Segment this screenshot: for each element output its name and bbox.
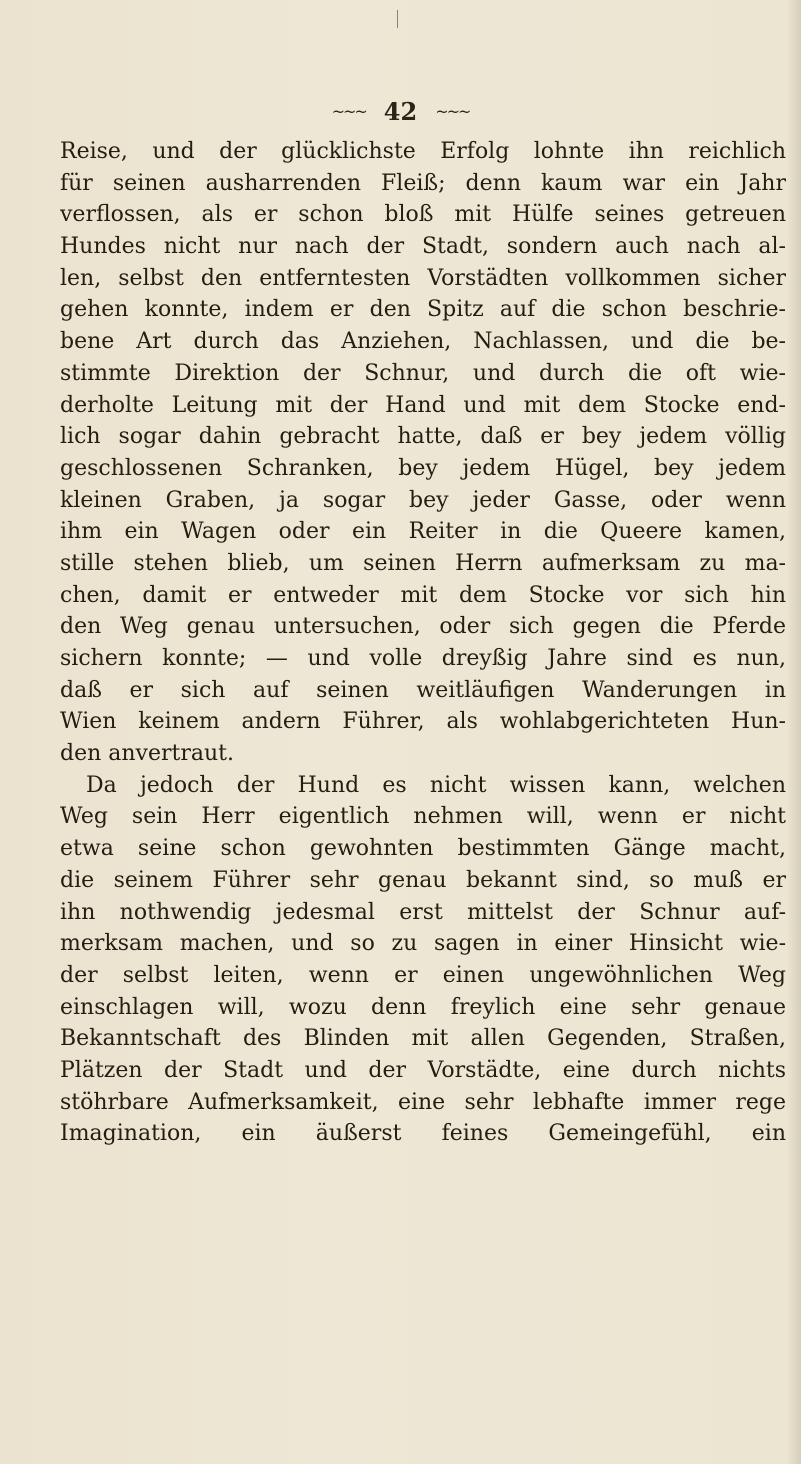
text-line: die seinem Führer sehr genau bekannt sind, so muß er xyxy=(60,867,786,893)
text-line: Plätzen der Stadt und der Vorstädte, eine durch nichts xyxy=(60,1057,786,1083)
text-line: gehen konnte, indem er den Spitz auf die schon beschrie- xyxy=(60,297,786,323)
text-line: der selbst leiten, wenn er einen ungewöhnlichen Weg xyxy=(60,962,786,988)
text-line: kleinen Graben, ja sogar bey jeder Gasse, oder wenn xyxy=(60,487,786,513)
text-line: Weg sein Herr eigentlich nehmen will, wenn er nicht xyxy=(60,804,786,830)
header-ornament-right: ~~~ xyxy=(435,101,470,121)
body-text xyxy=(60,136,786,1150)
text-line: den Weg genau untersuchen, oder sich gegen die Pferde xyxy=(60,614,786,640)
text-line: Hundes nicht nur nach der Stadt, sondern auch nach al- xyxy=(60,234,786,260)
text-line: etwa seine schon gewohnten bestimmten Gänge macht, xyxy=(60,836,786,862)
text-line: ihn nothwendig jedesmal erst mittelst der Schnur auf- xyxy=(60,899,786,925)
text-line: chen, damit er entweder mit dem Stocke vor sich hin xyxy=(60,582,786,608)
text-line: stöhrbare Aufmerksamkeit, eine sehr lebhafte immer rege xyxy=(60,1089,786,1115)
text-line: stille stehen blieb, um seinen Herrn aufmerksam zu ma- xyxy=(60,550,786,576)
text-line: Bekanntschaft des Blinden mit allen Gegenden, Straßen, xyxy=(60,1026,786,1052)
text-line: für seinen ausharrenden Fleiß; denn kaum war ein Jahr xyxy=(60,170,786,196)
text-line: Da jedoch der Hund es nicht wissen kann, welchen xyxy=(86,772,786,798)
text-line: daß er sich auf seinen weitläufigen Wanderungen in xyxy=(60,677,786,703)
text-line: sichern konnte; — und volle dreyßig Jahre sind es nun, xyxy=(60,646,786,671)
text-line: Wien keinem andern Führer, als wohlabgerichteten Hun- xyxy=(60,709,786,735)
text-line: merksam machen, und so zu sagen in einer Hinsicht wie- xyxy=(60,931,786,957)
page-edge-shadow xyxy=(787,0,801,1464)
text-line: stimmte Direktion der Schnur, und durch die oft wie- xyxy=(60,360,786,386)
text-line: lich sogar dahin gebracht hatte, daß er bey jedem völlig xyxy=(60,424,786,450)
text-line: bene Art durch das Anziehen, Nachlassen, und die be- xyxy=(60,329,786,355)
text-line: Imagination, ein äußerst feines Gemeingefühl, ein xyxy=(60,1121,786,1147)
text-line: len, selbst den entferntesten Vorstädten vollkommen sicher xyxy=(60,265,786,291)
text-line: geschlossenen Schranken, bey jedem Hügel, bey jedem xyxy=(60,455,786,481)
page-crease-mark xyxy=(397,10,398,28)
page-header xyxy=(0,96,801,126)
page-number: 42 xyxy=(383,96,418,126)
text-line: verflossen, als er schon bloß mit Hülfe seines getreuen xyxy=(60,202,786,228)
text-line: den anvertraut. xyxy=(60,741,234,767)
text-line: ihm ein Wagen oder ein Reiter in die Queere kamen, xyxy=(60,519,786,545)
text-line: Reise, und der glücklichste Erfolg lohnte ihn reichlich xyxy=(60,139,786,164)
text-line: einschlagen will, wozu denn freylich eine sehr genaue xyxy=(60,994,786,1020)
header-ornament-left: ~~~ xyxy=(331,101,366,121)
text-line: derholte Leitung mit der Hand und mit dem Stocke end- xyxy=(60,392,786,418)
